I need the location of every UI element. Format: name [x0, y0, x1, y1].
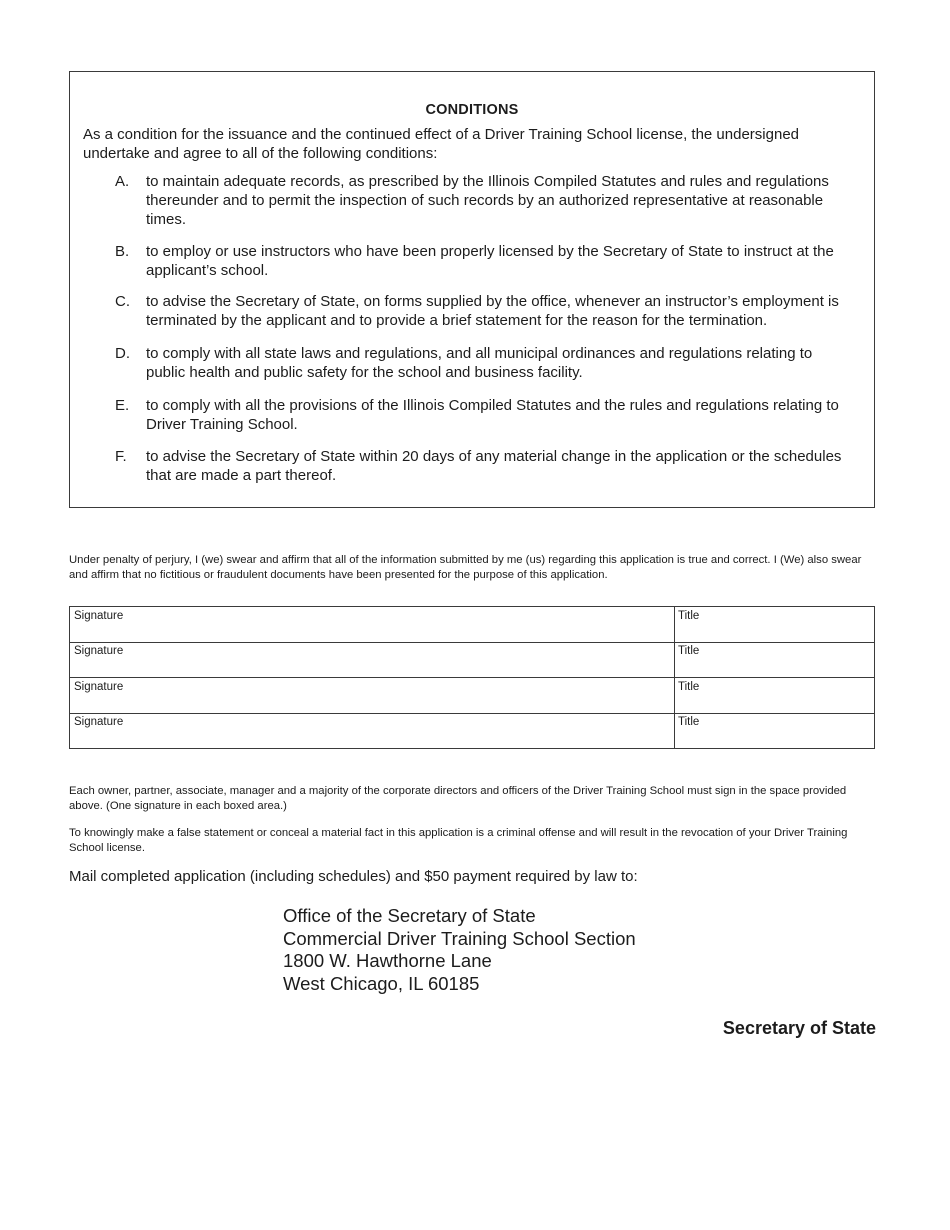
- title-field[interactable]: Title: [678, 716, 700, 728]
- condition-letter: B.: [115, 243, 130, 260]
- perjury-statement: Under penalty of perjury, I (we) swear and affirm that all of the information submitted by me (us) regarding this application is true and correct. I (We) also swear and affirm that no fictitious or fraudulent documents have been presented for the purpose of this application.: [69, 554, 862, 581]
- signature-row: [70, 607, 874, 643]
- conditions-box: [69, 71, 875, 508]
- title-field[interactable]: Title: [678, 645, 700, 657]
- condition-letter: D.: [115, 345, 130, 362]
- condition-letter: A.: [115, 173, 130, 190]
- title-field[interactable]: Title: [678, 610, 700, 622]
- signature-field[interactable]: Signature: [70, 713, 675, 749]
- condition-item-b: [115, 242, 852, 280]
- condition-item-a: [115, 172, 852, 229]
- condition-item-d: [115, 344, 852, 382]
- condition-letter: C.: [115, 293, 130, 310]
- signature-field[interactable]: Signature: [70, 678, 675, 713]
- conditions-intro: As a condition for the issuance and the continued effect of a Driver Training School license, the undersigned undertake and agree to all of the following conditions:: [83, 126, 800, 162]
- condition-text: to employ or use instructors who have been properly licensed by the Secretary of State to instruct at the applicant’s school.: [146, 243, 834, 279]
- condition-letter: F.: [115, 448, 127, 465]
- condition-text: to advise the Secretary of State, on forms supplied by the office, whenever an instructor’s employment is terminated by the applicant and to provide a brief statement for the reason for the termination.: [146, 293, 839, 329]
- false-statement-warning: To knowingly make a false statement or conceal a material fact in this application is a criminal offense and will result in the revocation of your Driver Training School license.: [69, 827, 848, 854]
- condition-text: to comply with all state laws and regulations, and all municipal ordinances and regulations relating to public health and public safety for the school and business facility.: [146, 345, 813, 381]
- condition-item-c: [115, 292, 852, 330]
- issuer-footer: Secretary of State: [722, 1018, 876, 1038]
- condition-text: to comply with all the provisions of the Illinois Compiled Statutes and the rules and regulations relating to Driver Training School.: [146, 397, 839, 433]
- signature-row: [70, 642, 874, 678]
- address-line: Commercial Driver Training School Section: [283, 927, 636, 949]
- condition-letter: E.: [115, 397, 130, 414]
- signature-field[interactable]: Signature: [70, 607, 675, 642]
- condition-text: to maintain adequate records, as prescribed by the Illinois Compiled Statutes and rules and regulations thereunder and to permit the inspection of such records by an authorized representative at reasonable times.: [146, 173, 829, 228]
- title-field[interactable]: Title: [678, 681, 700, 693]
- conditions-title: CONDITIONS: [425, 102, 519, 118]
- condition-item-e: [115, 396, 852, 434]
- condition-text: to advise the Secretary of State within 20 days of any material change in the application or the schedules that are made a part thereof.: [146, 448, 842, 484]
- signature-row: [70, 713, 874, 749]
- signature-field[interactable]: Signature: [70, 642, 675, 677]
- address-line: West Chicago, IL 60185: [283, 972, 480, 994]
- address-line: 1800 W. Hawthorne Lane: [283, 950, 492, 971]
- signature-row: [70, 678, 874, 714]
- address-line: Office of the Secretary of State: [283, 905, 536, 926]
- condition-item-f: [115, 447, 852, 485]
- mailing-address: [283, 905, 636, 995]
- owners-signature-note: Each owner, partner, associate, manager and a majority of the corporate directors and officers of the Driver Training School must sign in the space provided above. (One signature in each boxed area.): [69, 785, 847, 812]
- mail-instruction: Mail completed application (including schedules) and $50 payment required by law to:: [69, 868, 638, 885]
- signature-table: [69, 606, 875, 749]
